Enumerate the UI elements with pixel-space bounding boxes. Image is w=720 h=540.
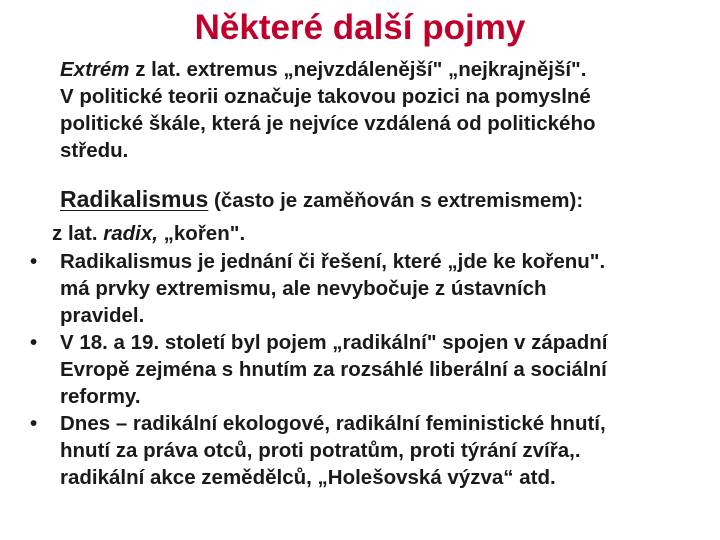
radikalismus-origin-rest: „kořen". [163,222,246,245]
radikalismus-origin-word: radix, [103,222,164,245]
bullet-item [28,329,607,410]
bullet-line: má prvky extremismu, ale nevybočuje z ústavních [60,277,547,300]
extrem-definition [60,56,596,164]
bullet-line: hnutí za práva otců, proti potratům, proti týrání zvířa,. [60,439,581,462]
bullet-line: Evropě zejména s hnutím za rozsáhlé liberální a sociální [60,358,607,381]
radikalismus-term-rest: (často je zaměňován s extremismem): [208,189,584,212]
bullet-line: reformy. [60,385,141,408]
bullet-line: Dnes – radikální ekologové, radikální feministické hnutí, [60,412,606,435]
extrem-line-1 [60,56,596,83]
bullet-line: Radikalismus je jednání či řešení, které „jde ke kořenu". [60,250,606,273]
extrem-line-2: V politické teorii označuje takovou pozici na pomyslné [60,85,591,108]
radikalismus-heading [60,186,583,214]
slide-title: Některé další pojmy [194,8,526,47]
radikalismus-term: Radikalismus [60,186,209,212]
bullet-item [28,248,607,329]
radikalismus-origin [52,220,245,247]
bullet-line: radikální akce zemědělců, „Holešovská výzva“ atd. [60,466,556,489]
extrem-term: Extrém [60,58,130,81]
bullet-line: V 18. a 19. století byl pojem „radikální" spojen v západní [60,331,608,354]
extrem-line-1-rest: z lat. extremus „nejvzdálenější" „nejkrajnější". [129,58,587,81]
extrem-line-3: politické škále, která je nejvíce vzdálená od politického [60,112,596,135]
bullet-line: pravidel. [60,304,145,327]
bullet-item [28,410,607,491]
bullet-icon: • [30,331,38,354]
bullet-icon: • [30,412,38,435]
bullet-icon: • [30,250,38,273]
bullet-list [28,248,607,491]
radikalismus-origin-prefix: z lat. [52,222,104,245]
extrem-line-4: středu. [60,139,129,162]
